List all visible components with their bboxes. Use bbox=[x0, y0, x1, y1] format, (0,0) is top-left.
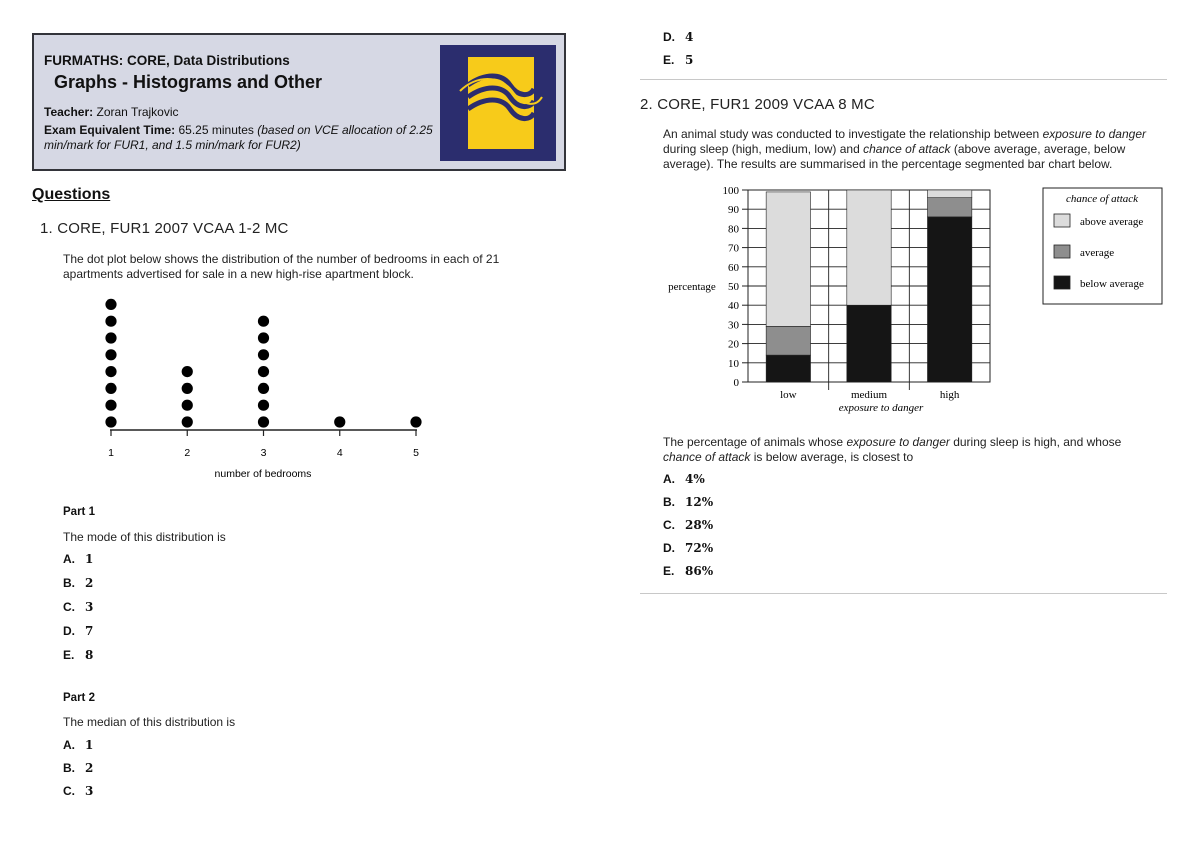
y-tick-label: 10 bbox=[728, 357, 739, 370]
q2-intro-text: during sleep (high, medium, low) and bbox=[663, 142, 864, 156]
q1-part2-option-c[interactable] bbox=[63, 784, 93, 807]
teacher-line bbox=[44, 105, 179, 119]
dot-plot-dot bbox=[258, 366, 269, 377]
option-letter: C. bbox=[663, 518, 675, 532]
dot-plot-dot bbox=[334, 416, 345, 427]
bar-xlabel: exposure to danger bbox=[838, 402, 924, 414]
bar-segment-above-average bbox=[847, 190, 891, 305]
header-box bbox=[32, 33, 566, 171]
dot-plot-xlabel: number of bedrooms bbox=[214, 468, 312, 480]
y-tick-label: 0 bbox=[733, 377, 739, 389]
option-letter: A. bbox=[663, 472, 675, 486]
q2-intro-em: chance of attack bbox=[863, 142, 951, 156]
q1-part1-option-e[interactable] bbox=[63, 648, 93, 672]
q2-question-text: is below average, is closest to bbox=[750, 450, 914, 464]
dot-plot-dot bbox=[105, 349, 116, 360]
q1-part2-prompt: The median of this distribution is bbox=[63, 715, 236, 729]
option-value: 1 bbox=[85, 738, 94, 752]
dot-plot-dot bbox=[258, 316, 269, 327]
dot-plot-tick-label: 2 bbox=[184, 447, 191, 459]
option-value: 3 bbox=[85, 600, 94, 614]
option-value: 2 bbox=[85, 761, 94, 775]
option-value: 4 bbox=[685, 30, 694, 44]
dot-plot-dot bbox=[182, 416, 193, 427]
dot-plot-tick-label: 1 bbox=[108, 447, 114, 459]
legend-title: chance of attack bbox=[1065, 193, 1139, 205]
legend-swatch bbox=[1054, 245, 1070, 258]
option-letter: E. bbox=[663, 53, 675, 67]
teacher-name: Zoran Trajkovic bbox=[96, 105, 179, 119]
option-letter: B. bbox=[663, 495, 675, 509]
q2-option-d[interactable] bbox=[663, 541, 713, 564]
legend-label: below average bbox=[1080, 278, 1144, 290]
teacher-label: Teacher: bbox=[44, 105, 94, 119]
legend-label: above average bbox=[1080, 216, 1144, 228]
option-letter: E. bbox=[63, 648, 75, 662]
option-value: 4% bbox=[685, 472, 705, 486]
bar-segment-average bbox=[766, 326, 810, 355]
y-tick-label: 20 bbox=[728, 338, 739, 351]
option-letter: A. bbox=[63, 738, 75, 752]
option-value: 86% bbox=[685, 564, 714, 578]
dot-plot-dot bbox=[105, 400, 116, 411]
q1-part2-option-b[interactable] bbox=[63, 761, 93, 784]
q1-part2-option-a[interactable] bbox=[63, 738, 93, 761]
q1-part2-title: Part 2 bbox=[63, 692, 95, 704]
q2-question-em: exposure to danger bbox=[846, 435, 950, 449]
dot-plot-dot bbox=[105, 332, 116, 343]
option-letter: B. bbox=[63, 761, 75, 775]
option-letter: C. bbox=[63, 600, 75, 614]
dot-plot bbox=[90, 292, 440, 488]
q1-title: 1. CORE, FUR1 2007 VCAA 1-2 MC bbox=[40, 220, 289, 237]
dot-plot-dot bbox=[105, 383, 116, 394]
bar-segment-above-average bbox=[927, 190, 971, 198]
q1-part1-option-d[interactable] bbox=[63, 624, 93, 648]
option-letter: A. bbox=[63, 552, 75, 566]
dot-plot-dot bbox=[182, 400, 193, 411]
wave-logo-icon bbox=[440, 45, 556, 161]
option-value: 2 bbox=[85, 576, 94, 590]
q1-part2-option-e[interactable] bbox=[663, 53, 693, 76]
dot-plot-tick-label: 4 bbox=[336, 447, 343, 459]
q1-part1-title: Part 1 bbox=[63, 506, 95, 518]
q1-part1-option-b[interactable] bbox=[63, 576, 93, 600]
q2-option-c[interactable] bbox=[663, 518, 713, 541]
dot-plot-dot bbox=[105, 416, 116, 427]
exam-time-note: (based on VCE allocation of 2.25 min/mark for FUR1, and 1.5 min/mark for FUR2) bbox=[44, 123, 433, 152]
dot-plot-dot bbox=[105, 299, 116, 310]
option-value: 5 bbox=[685, 53, 694, 67]
page-title: Graphs - Histograms and Other bbox=[54, 72, 323, 92]
q2-question-em: chance of attack bbox=[663, 450, 751, 464]
option-value: 72% bbox=[685, 541, 714, 555]
y-tick-label: 40 bbox=[728, 300, 739, 313]
bar-segment-average bbox=[927, 198, 971, 217]
q2-intro-text: (above average, average, below average). The results are summarised in the percentage segmented bar chart below. bbox=[663, 142, 1126, 171]
dot-plot-dot bbox=[258, 416, 269, 427]
option-letter: D. bbox=[663, 541, 675, 555]
y-tick-label: 30 bbox=[728, 319, 739, 332]
x-tick-label: medium bbox=[850, 389, 888, 401]
legend-swatch bbox=[1054, 276, 1070, 289]
dot-plot-dot bbox=[182, 383, 193, 394]
q2-title: 2. CORE, FUR1 2009 VCAA 8 MC bbox=[640, 96, 875, 113]
option-value: 3 bbox=[85, 784, 94, 798]
q2-intro-text: An animal study was conducted to investigate the relationship between bbox=[663, 127, 1043, 141]
bar-segment-below-average bbox=[847, 305, 891, 382]
bar-segment-above-average bbox=[766, 192, 810, 326]
dot-plot-dot bbox=[105, 366, 116, 377]
q2-option-a[interactable] bbox=[663, 472, 713, 495]
option-value: 7 bbox=[85, 624, 94, 638]
dot-plot-tick-label: 5 bbox=[413, 447, 419, 459]
option-value: 1 bbox=[85, 552, 94, 566]
option-letter: D. bbox=[63, 624, 75, 638]
q2-intro bbox=[663, 127, 1163, 172]
bar-segment-below-average bbox=[766, 355, 810, 382]
option-letter: C. bbox=[63, 784, 75, 798]
q2-question bbox=[663, 435, 1163, 465]
legend-swatch bbox=[1054, 214, 1070, 227]
q1-part1-option-a[interactable] bbox=[63, 552, 93, 576]
q1-part1-prompt: The mode of this distribution is bbox=[63, 530, 226, 544]
q1-part2-options-left bbox=[63, 738, 93, 807]
q2-options bbox=[663, 472, 713, 587]
q1-intro: The dot plot below shows the distribution of the number of bedrooms in each of 21 apartments advertised for sale in a new high-rise apartment block. bbox=[63, 252, 500, 281]
legend-label: average bbox=[1080, 247, 1115, 259]
y-tick-label: 80 bbox=[728, 223, 739, 236]
section-divider-end bbox=[640, 593, 1167, 594]
y-tick-label: 90 bbox=[728, 204, 739, 217]
option-letter: E. bbox=[663, 564, 675, 578]
dot-plot-dot bbox=[182, 366, 193, 377]
dot-plot-dot bbox=[258, 383, 269, 394]
option-value: 8 bbox=[85, 648, 94, 662]
q2-option-e[interactable] bbox=[663, 564, 713, 587]
x-tick-label: low bbox=[780, 389, 797, 401]
exam-time-line bbox=[44, 123, 434, 153]
q1-part1-options bbox=[63, 552, 93, 672]
exam-time-value: 65.25 minutes bbox=[178, 123, 254, 137]
dot-plot-dot bbox=[258, 332, 269, 343]
x-tick-label: high bbox=[939, 389, 960, 401]
y-tick-label: 50 bbox=[728, 281, 739, 293]
y-tick-label: 100 bbox=[722, 185, 739, 197]
option-letter: D. bbox=[663, 30, 675, 44]
bar-ylabel: percentage bbox=[668, 281, 716, 293]
y-tick-label: 60 bbox=[728, 261, 739, 274]
segmented-bar-chart bbox=[660, 180, 1170, 420]
section-divider bbox=[640, 79, 1167, 80]
q2-intro-em: exposure to danger bbox=[1042, 127, 1146, 141]
dot-plot-tick-label: 3 bbox=[260, 447, 267, 459]
dot-plot-dot bbox=[258, 400, 269, 411]
option-letter: B. bbox=[63, 576, 75, 590]
q2-question-text: during sleep is high, and whose bbox=[949, 435, 1122, 449]
bar-segment-below-average bbox=[927, 217, 971, 382]
q1-part2-option-d[interactable] bbox=[663, 30, 693, 53]
course-title: FURMATHS: CORE, Data Distributions bbox=[44, 53, 290, 68]
dot-plot-dot bbox=[258, 349, 269, 360]
option-value: 12% bbox=[685, 495, 714, 509]
dot-plot-dot bbox=[105, 316, 116, 327]
q1-part2-options-right bbox=[663, 30, 693, 76]
dot-plot-dot bbox=[410, 416, 421, 427]
option-value: 28% bbox=[685, 518, 714, 532]
q2-question-text: The percentage of animals whose bbox=[663, 435, 847, 449]
q1-part1-option-c[interactable] bbox=[63, 600, 93, 624]
y-tick-label: 70 bbox=[728, 242, 739, 255]
exam-time-label: Exam Equivalent Time: bbox=[44, 123, 176, 137]
questions-heading: Questions bbox=[32, 186, 111, 203]
q2-option-b[interactable] bbox=[663, 495, 713, 518]
